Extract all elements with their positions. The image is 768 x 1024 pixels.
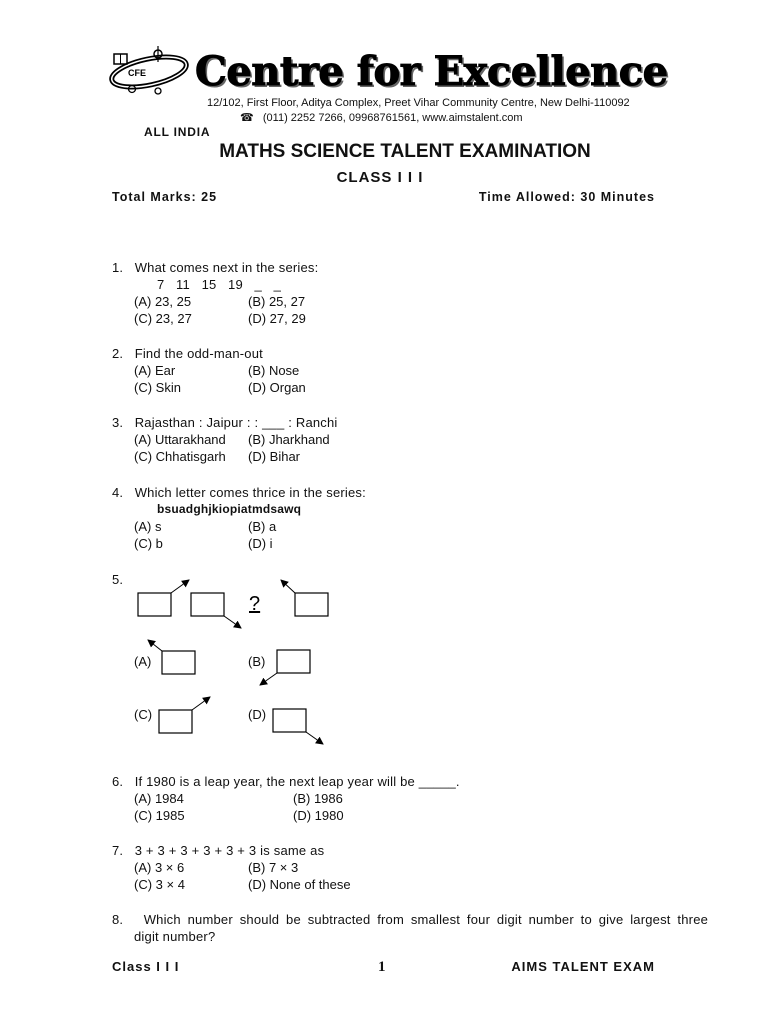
question-text: Which number should be subtracted from smallest four digit number to give largest three [143, 912, 709, 927]
page-number: 1 [378, 959, 387, 975]
question-number: 5. [112, 572, 124, 587]
option-b: (B) a [248, 519, 277, 534]
question-number: 1. [112, 260, 124, 275]
option-a: (A) Ear [134, 363, 176, 378]
option-d: (D) [248, 707, 267, 722]
address: 12/102, First Floor, Aditya Complex, Preet Vihar Community Centre, New Delhi-110092 [207, 97, 630, 109]
question-3 [112, 415, 338, 430]
contact-text: (011) 2252 7266, 09968761561, www.aimstalent.com [262, 112, 523, 124]
question-mark: ? [249, 593, 261, 615]
option-a: (A) 3 × 6 [134, 860, 185, 875]
option-c: (C) Chhatisgarh [134, 449, 226, 464]
question-number: 2. [112, 346, 124, 361]
question-number: 7. [112, 843, 124, 858]
option-c: (C) 23, 27 [134, 311, 192, 326]
option-b: (B) Jharkhand [248, 432, 330, 447]
option-b: (B) 7 × 3 [248, 860, 299, 875]
option-b: (B) Nose [248, 363, 300, 378]
class-label: CLASS I I I [336, 169, 424, 186]
series-box-2 [191, 593, 241, 628]
contact-line [240, 111, 523, 124]
option-figure-a [148, 640, 195, 674]
option-c: (C) 3 × 4 [134, 877, 185, 892]
option-figure-c [159, 697, 210, 733]
option-d: (D) 27, 29 [248, 311, 306, 326]
question-number: 3. [112, 415, 124, 430]
option-d: (D) Bihar [248, 449, 301, 464]
option-b: (B) [248, 654, 266, 669]
question-2 [112, 346, 263, 361]
all-india-label: ALL INDIA [144, 125, 211, 139]
total-marks: Total Marks: 25 [112, 190, 218, 204]
question-4 [112, 485, 366, 500]
question-number: 4. [112, 485, 124, 500]
figure-series [0, 560, 400, 750]
option-d: (D) i [248, 536, 273, 551]
question-8 [112, 912, 708, 927]
option-b: (B) 25, 27 [248, 294, 306, 309]
question-text: 3 + 3 + 3 + 3 + 3 + 3 is same as [134, 843, 325, 858]
option-c: (C) b [134, 536, 163, 551]
question-text: What comes next in the series: [134, 260, 319, 275]
option-a: (A) [134, 654, 152, 669]
logo-text: CFE [128, 68, 146, 78]
question-text-continued: digit number? [134, 929, 216, 944]
phone-icon: ☎ [240, 112, 254, 124]
footer-exam-name: AIMS TALENT EXAM [511, 959, 655, 974]
question-number: 8. [112, 912, 124, 927]
question-text: Which letter comes thrice in the series: [134, 485, 366, 500]
brand-name: Centre for Excellence [195, 48, 668, 95]
question-number: 6. [112, 774, 124, 789]
question-7 [112, 843, 324, 858]
option-c: (C) [134, 707, 153, 722]
letter-series: bsuadghjkiopiatmdsawq [157, 502, 302, 516]
question-text: Rajasthan : Jaipur : : ___ : Ranchi [134, 415, 338, 430]
option-d: (D) Organ [248, 380, 306, 395]
question-text: If 1980 is a leap year, the next leap year will be _____. [134, 774, 460, 789]
option-c: (C) 1985 [134, 808, 185, 823]
option-figure-d [273, 709, 323, 744]
option-d: (D) None of these [248, 877, 351, 892]
option-d: (D) 1980 [293, 808, 344, 823]
exam-title: MATHS SCIENCE TALENT EXAMINATION [219, 141, 591, 162]
time-allowed: Time Allowed: 30 Minutes [478, 190, 655, 204]
question-text: Find the odd-man-out [134, 346, 263, 361]
option-c: (C) Skin [134, 380, 181, 395]
cfe-logo [108, 44, 190, 102]
series-box-1 [138, 580, 189, 616]
option-a: (A) 1984 [134, 791, 184, 806]
option-a: (A) s [134, 519, 162, 534]
option-a: (A) 23, 25 [134, 294, 192, 309]
option-a: (A) Uttarakhand [134, 432, 226, 447]
option-figure-b [260, 650, 310, 685]
series-box-4 [281, 580, 328, 616]
question-6 [112, 774, 460, 789]
footer-class: Class I I I [112, 959, 180, 974]
series-numbers: 7 11 15 19 _ _ [157, 277, 282, 292]
question-1 [112, 260, 318, 275]
option-b: (B) 1986 [293, 791, 343, 806]
